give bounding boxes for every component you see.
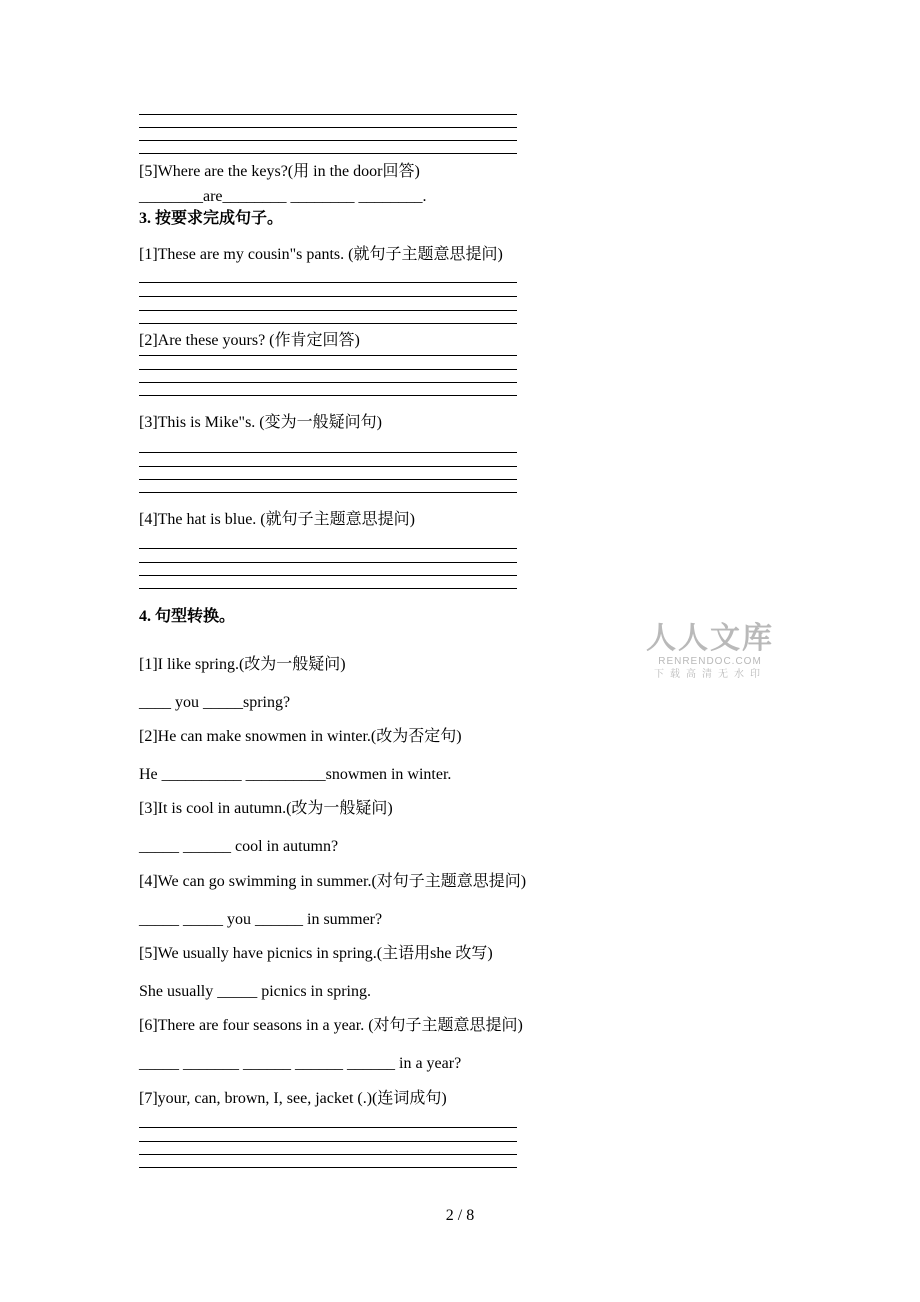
question-text: [3]This is Mike"s. (变为一般疑问句) [139, 414, 382, 431]
writing-lines [139, 355, 517, 399]
watermark-tagline: 下载高清无水印 [654, 669, 766, 680]
question-text: [1]These are my cousin"s pants. (就句子主题意思提问) [139, 246, 503, 263]
answer-blank-line: ____ you _____spring? [139, 694, 291, 711]
answer-blank-line: ________are________ ________ ________. [139, 188, 427, 205]
writing-lines [139, 282, 517, 326]
question-text: [5]We usually have picnics in spring.(主语用she 改写) [139, 945, 493, 962]
page-number: 2 / 8 [445, 1207, 475, 1224]
question-text: [4]We can go swimming in summer.(对句子主题意思提问) [139, 873, 527, 890]
question-text: [1]I like spring.(改为一般疑问) [139, 656, 346, 673]
answer-blank-line: _____ ______ cool in autumn? [139, 838, 339, 855]
question-text: [5]Where are the keys?(用 in the door回答) [139, 163, 420, 180]
writing-lines [139, 1127, 517, 1171]
answer-blank-line: _____ _______ ______ ______ ______ in a year? [139, 1055, 462, 1072]
answer-blank-line: She usually _____ picnics in spring. [139, 983, 371, 1000]
answer-blank-line: He __________ __________snowmen in winter. [139, 766, 452, 783]
question-text: [2]He can make snowmen in winter.(改为否定句) [139, 728, 462, 745]
watermark-title: 人人文库 [646, 621, 774, 656]
watermark-logo [646, 622, 774, 682]
writing-lines [139, 452, 517, 496]
answer-blank-line: _____ _____ you ______ in summer? [139, 911, 383, 928]
watermark-domain: RENRENDOC.COM [658, 656, 762, 667]
question-text: [4]The hat is blue. (就句子主题意思提问) [139, 511, 415, 528]
section-heading: 3. 按要求完成句子。 [139, 210, 284, 227]
question-text: [3]It is cool in autumn.(改为一般疑问) [139, 800, 393, 817]
question-text: [7]your, can, brown, I, see, jacket (.)(连词成句) [139, 1090, 447, 1107]
question-text: [2]Are these yours? (作肯定回答) [139, 332, 360, 349]
section-heading: 4. 句型转换。 [139, 608, 236, 625]
writing-lines [139, 114, 517, 158]
question-text: [6]There are four seasons in a year. (对句子主题意思提问) [139, 1017, 523, 1034]
writing-lines [139, 548, 517, 592]
